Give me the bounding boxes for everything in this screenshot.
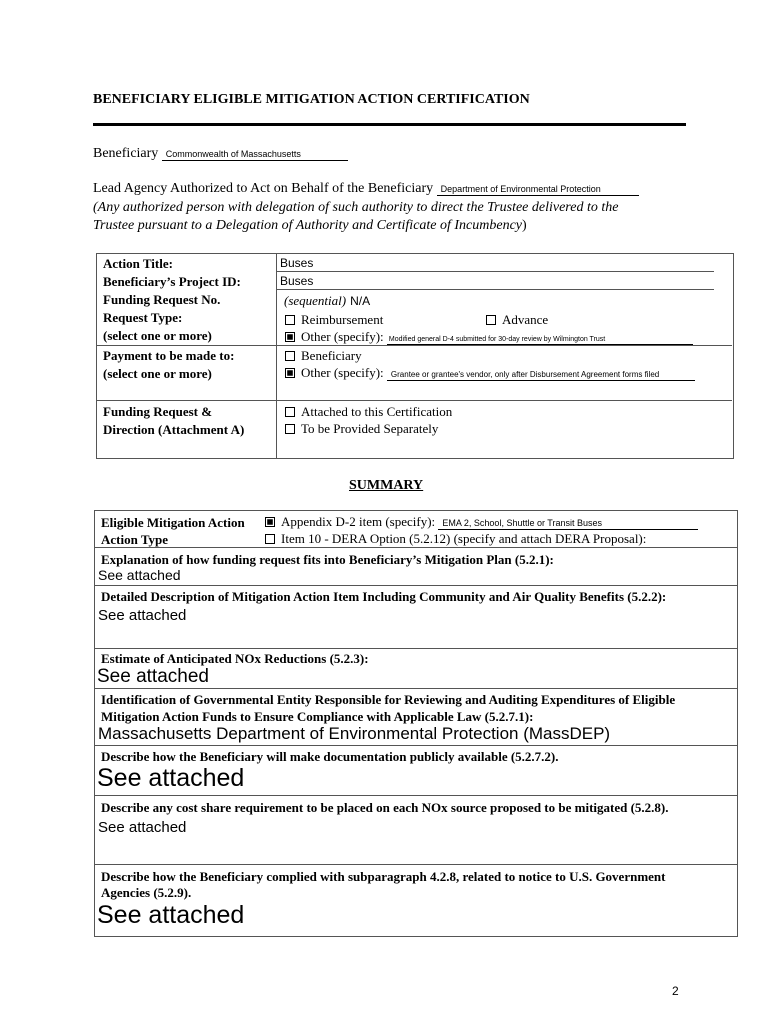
opt-beneficiary[interactable] <box>285 348 362 364</box>
row-divider <box>94 585 737 586</box>
lead-agency-label: Lead Agency Authorized to Act on Behalf of the Beneficiary <box>93 181 434 196</box>
answer-description[interactable]: See attached <box>98 607 187 624</box>
opt-separately[interactable] <box>285 421 438 437</box>
opt-item10[interactable] <box>265 531 646 547</box>
other-request-value[interactable]: Modified general D-4 submitted for 30-day review by Wilmington Trust <box>387 336 693 345</box>
page-number: 2 <box>672 984 679 998</box>
question-entity-1: Identification of Governmental Entity Responsible for Reviewing and Auditing Expenditures of Eligible <box>101 692 676 707</box>
other-payment-checkbox[interactable] <box>285 368 295 378</box>
question-description: Detailed Description of Mitigation Action Item Including Community and Air Quality Benefits (5.2.2): <box>101 589 667 604</box>
row-divider <box>94 795 737 796</box>
row-divider <box>94 745 737 746</box>
row-divider <box>94 864 737 865</box>
lead-agency-note-1: (Any authorized person with delegation of such authority to direct the Trustee delivered to the <box>93 200 619 215</box>
beneficiary-label: Beneficiary <box>93 146 159 161</box>
question-public: Describe how the Beneficiary will make documentation publicly available (5.2.7.2). <box>101 749 559 764</box>
lead-agency-note-2: Trustee pursuant to a Delegation of Authority and Certificate of Incumbency <box>93 218 523 233</box>
opt-other-payment[interactable] <box>285 365 695 381</box>
other-request-label: Other (specify): <box>301 329 384 344</box>
row-divider <box>276 289 714 290</box>
opt-reimbursement[interactable] <box>285 312 383 328</box>
action-title-label: Action Title: <box>103 256 173 271</box>
other-payment-value[interactable]: Grantee or grantee's vendor, only after Disbursement Agreement forms filed <box>387 370 695 381</box>
payment-sub: (select one or more) <box>103 366 212 381</box>
separately-label: To be Provided Separately <box>301 421 439 436</box>
question-cost-share: Describe any cost share requirement to be placed on each NOx source proposed to be mitigated (5.2.8). <box>101 800 669 815</box>
answer-notice[interactable]: See attached <box>97 901 245 929</box>
appendix-value[interactable]: EMA 2, School, Shuttle or Transit Buses <box>438 518 698 530</box>
item10-checkbox[interactable] <box>265 534 275 544</box>
answer-entity[interactable]: Massachusetts Department of Environmental Protection (MassDEP) <box>98 724 611 743</box>
opt-other-request[interactable] <box>285 329 693 345</box>
request-type-sub: (select one or more) <box>103 328 212 343</box>
other-payment-label: Other (specify): <box>301 365 384 380</box>
payment-label: Payment to be made to: <box>103 348 235 363</box>
row-divider <box>94 648 737 649</box>
request-type-label: Request Type: <box>103 310 183 325</box>
answer-public[interactable]: See attached <box>97 764 245 792</box>
lead-agency-value[interactable]: Department of Environmental Protection <box>437 184 639 196</box>
advance-checkbox[interactable] <box>486 315 496 325</box>
funding-no-label: Funding Request No. <box>103 292 221 307</box>
opt-advance[interactable] <box>486 312 548 328</box>
action-table-labels <box>103 255 244 439</box>
beneficiary-option-label: Beneficiary <box>301 348 362 363</box>
row-divider <box>96 400 732 401</box>
answer-cost-share[interactable]: See attached <box>98 819 187 836</box>
row-divider <box>276 271 714 272</box>
reimbursement-label: Reimbursement <box>301 312 384 327</box>
row-divider <box>96 345 732 346</box>
ema-label-1: Eligible Mitigation Action <box>101 515 245 530</box>
beneficiary-row <box>93 146 348 162</box>
beneficiary-value[interactable]: Commonwealth of Massachusetts <box>162 149 348 161</box>
lead-agency-note-2-wrap <box>93 218 527 234</box>
reimbursement-checkbox[interactable] <box>285 315 295 325</box>
lead-agency-note-close: ) <box>522 218 527 233</box>
page-title: BENEFICIARY ELIGIBLE MITIGATION ACTION CERTIFICATION <box>93 92 530 107</box>
question-mitigation-plan: Explanation of how funding request fits into Beneficiary’s Mitigation Plan (5.2.1): <box>101 552 554 567</box>
direction-label-1: Funding Request & <box>103 404 213 419</box>
direction-label-2: Direction (Attachment A) <box>103 422 245 437</box>
ema-label-2: Action Type <box>101 532 169 547</box>
funding-no-value[interactable]: N/A <box>350 294 371 308</box>
action-title-value[interactable]: Buses <box>280 256 314 270</box>
funding-no-hint: (sequential) <box>284 293 347 308</box>
project-id-value[interactable]: Buses <box>280 274 314 288</box>
title-divider <box>93 123 686 126</box>
question-entity-2: Mitigation Action Funds to Ensure Compliance with Applicable Law (5.2.7.1): <box>101 709 534 724</box>
answer-nox[interactable]: See attached <box>97 666 209 687</box>
summary-heading: SUMMARY <box>349 478 424 493</box>
question-nox: Estimate of Anticipated NOx Reductions (5.2.3): <box>101 651 369 666</box>
answer-mitigation-plan[interactable]: See attached <box>98 567 181 583</box>
item10-label: Item 10 - DERA Option (5.2.12) (specify and attach DERA Proposal): <box>281 531 647 546</box>
appendix-checkbox[interactable] <box>265 517 275 527</box>
opt-attached[interactable] <box>285 404 452 420</box>
funding-no-row <box>284 292 370 310</box>
row-divider <box>94 547 737 548</box>
appendix-label: Appendix D-2 item (specify): <box>281 514 436 529</box>
project-id-label: Beneficiary’s Project ID: <box>103 274 241 289</box>
opt-appendix[interactable] <box>265 514 698 530</box>
separately-checkbox[interactable] <box>285 424 295 434</box>
question-notice-1: Describe how the Beneficiary complied with subparagraph 4.2.8, related to notice to U.S. Government <box>101 869 666 884</box>
lead-agency-row <box>93 181 639 197</box>
attached-checkbox[interactable] <box>285 407 295 417</box>
advance-label: Advance <box>502 312 549 327</box>
row-divider <box>94 688 737 689</box>
beneficiary-checkbox[interactable] <box>285 351 295 361</box>
question-notice-2: Agencies (5.2.9). <box>101 885 192 900</box>
other-request-checkbox[interactable] <box>285 332 295 342</box>
attached-label: Attached to this Certification <box>301 404 453 419</box>
